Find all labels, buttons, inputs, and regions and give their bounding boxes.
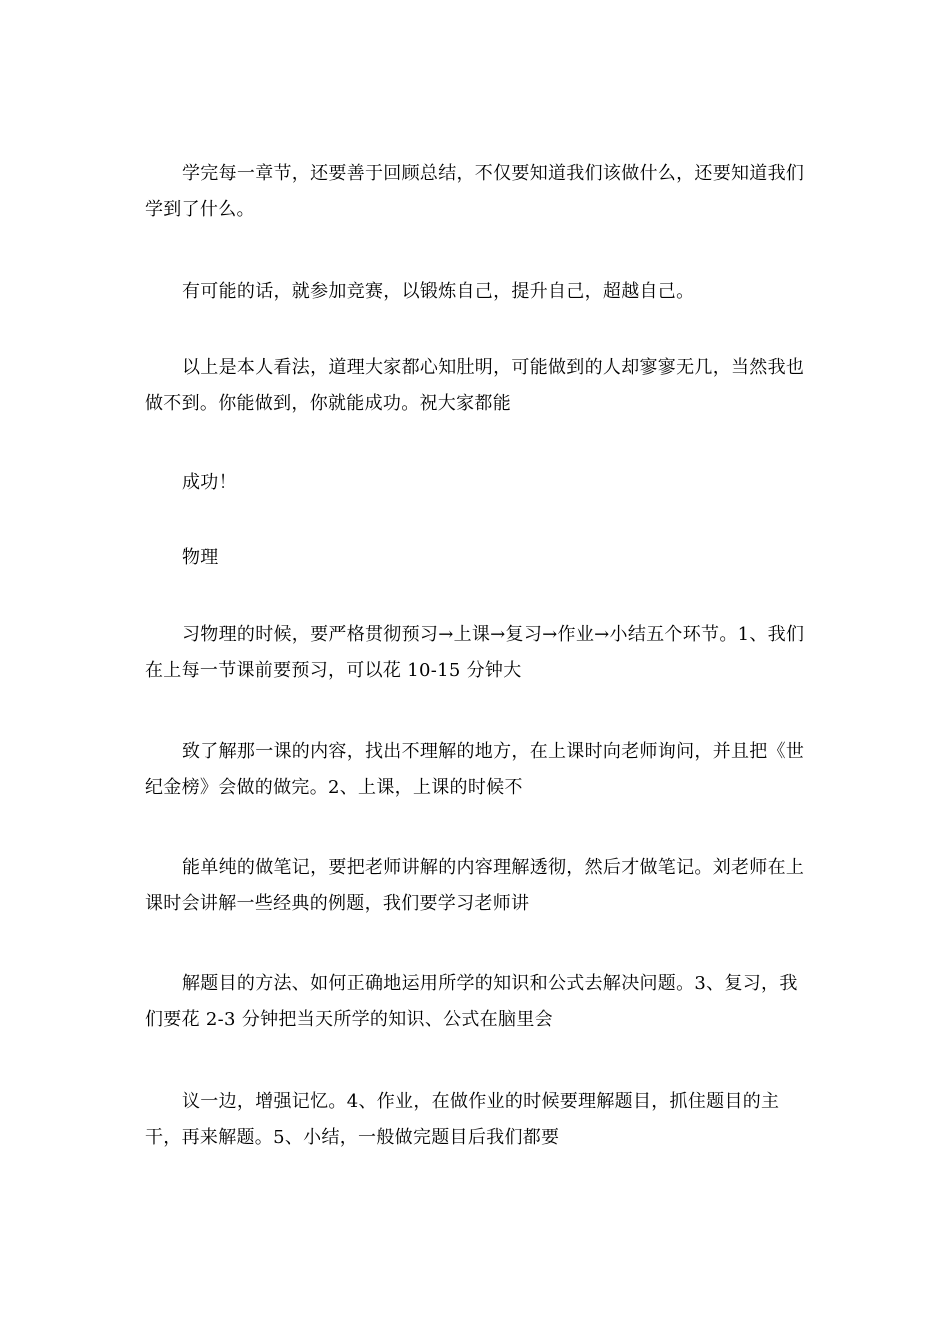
paragraph-physics-preview: 致了解那一课的内容，找出不理解的地方，在上课时向老师询问，并且把《世纪金榜》会做的做完。2、上课，上课的时候不 [145, 741, 805, 798]
paragraph-physics-homework: 议一边，增强记忆。4、作业，在做作业的时候要理解题目，抓住题目的主干，再来解题。5、小结，一般做完题目后我们都要 [145, 1091, 780, 1148]
paragraph-opinion: 以上是本人看法，道理大家都心知肚明，可能做到的人却寥寥无几，当然我也做不到。你能做到，你就能成功。祝大家都能 [145, 357, 805, 414]
section-heading-physics: 物理 [182, 547, 219, 568]
paragraph-physics-steps: 习物理的时候，要严格贯彻预习→上课→复习→作业→小结五个环节。1、我们在上每一节课前要预习，可以花 10-15 分钟大 [145, 624, 805, 681]
paragraph-physics-class: 能单纯的做笔记，要把老师讲解的内容理解透彻，然后才做笔记。刘老师在上课时会讲解一些经典的例题，我们要学习老师讲 [145, 857, 805, 914]
paragraph-review-summary: 学完每一章节，还要善于回顾总结，不仅要知道我们该做什么，还要知道我们学到了什么。 [145, 163, 805, 220]
paragraph-competition: 有可能的话，就参加竞赛，以锻炼自己，提升自己，超越自己。 [182, 281, 695, 302]
paragraph-physics-review: 解题目的方法、如何正确地运用所学的知识和公式去解决问题。3、复习，我们要花 2-3 分钟把当天所学的知识、公式在脑里会 [145, 973, 798, 1030]
paragraph-success: 成功！ [182, 472, 237, 493]
